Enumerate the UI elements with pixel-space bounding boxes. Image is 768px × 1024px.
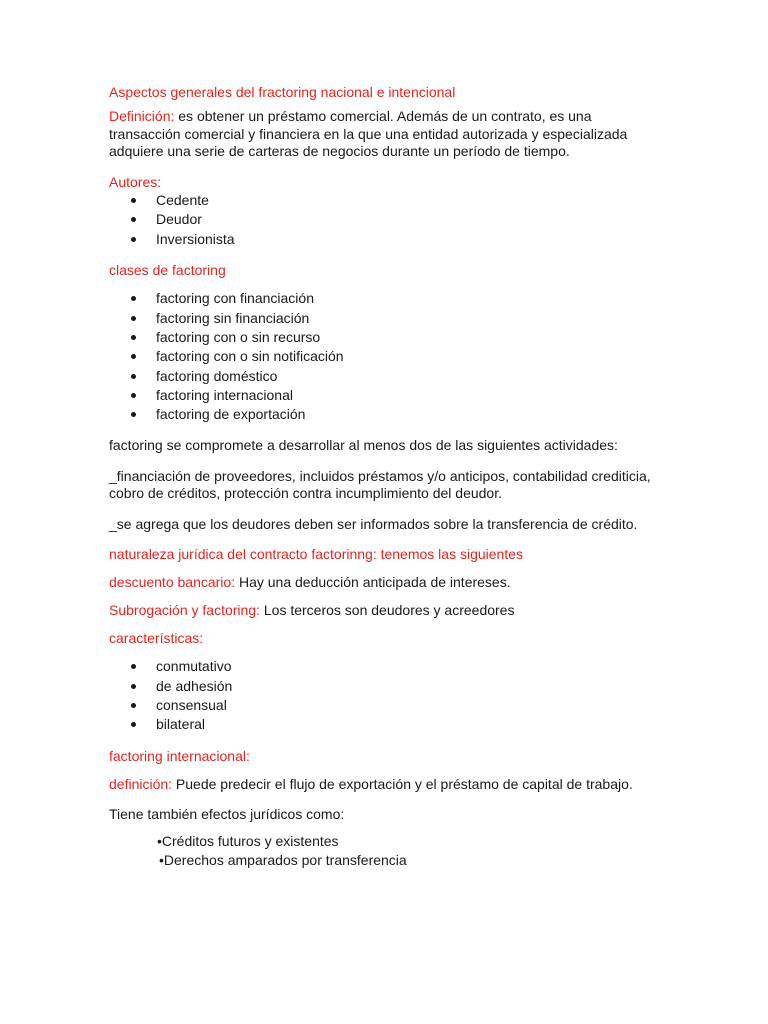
activities-line-1: _financiación de proveedores, incluidos préstamos y/o anticipos, contabilidad crediticia, cobro de créditos, protección contra incumplimiento del deudor. bbox=[109, 467, 651, 502]
authors-list bbox=[109, 191, 654, 249]
list-item: de adhesión bbox=[109, 677, 654, 696]
classes-list bbox=[109, 289, 654, 424]
classes-label: clases de factoring bbox=[109, 261, 226, 278]
list-item: factoring sin financiación bbox=[109, 309, 654, 328]
legal-effects-list bbox=[109, 832, 654, 870]
classes-section bbox=[109, 262, 654, 424]
legal-effects-intro: Tiene también efectos jurídicos como: bbox=[109, 806, 345, 823]
characteristics-section bbox=[109, 630, 654, 735]
definition-label: Definición: bbox=[109, 108, 175, 125]
definition-paragraph bbox=[109, 108, 654, 160]
international-definition-label: definición: bbox=[109, 775, 173, 792]
list-item: •Derechos amparados por transferencia bbox=[159, 852, 407, 869]
international-definition-text: Puede predecir el flujo de exportación y el préstamo de capital de trabajo. bbox=[172, 775, 633, 792]
list-item: Inversionista bbox=[109, 230, 654, 249]
document-page bbox=[109, 84, 654, 870]
authors-section bbox=[109, 174, 654, 249]
list-item: factoring con o sin recurso bbox=[109, 328, 654, 347]
list-item: •Créditos futuros y existentes bbox=[157, 833, 339, 850]
list-item: factoring internacional bbox=[109, 386, 654, 405]
subrogation-text: Los terceros son deudores y acreedores bbox=[259, 602, 515, 619]
activities-line-2: _se agrega que los deudores deben ser informados sobre la transferencia de crédito. bbox=[109, 515, 638, 532]
list-item: Cedente bbox=[109, 191, 654, 210]
activities-intro: factoring se compromete a desarrollar al menos dos de las siguientes actividades: bbox=[109, 437, 618, 454]
characteristics-label: características: bbox=[109, 630, 204, 647]
document-title: Aspectos generales del fractoring nacional e intencional bbox=[109, 84, 456, 100]
list-item: factoring doméstico bbox=[109, 367, 654, 386]
characteristics-list bbox=[109, 657, 654, 734]
list-item: factoring de exportación bbox=[109, 405, 654, 424]
list-item: conmutativo bbox=[109, 657, 654, 676]
international-heading: factoring internacional: bbox=[109, 747, 250, 764]
international-definition-paragraph bbox=[109, 776, 654, 793]
legal-nature-heading: naturaleza jurídica del contracto factorinng: tenemos las siguientes bbox=[109, 546, 524, 563]
bank-discount-paragraph bbox=[109, 574, 654, 602]
list-item: consensual bbox=[109, 696, 654, 715]
list-item: bilateral bbox=[109, 715, 654, 734]
subrogation-paragraph bbox=[109, 602, 654, 630]
authors-label: Autores: bbox=[109, 173, 162, 190]
bank-discount-text: Hay una deducción anticipada de intereses. bbox=[235, 574, 511, 591]
bank-discount-label: descuento bancario: bbox=[109, 574, 236, 591]
definition-text: es obtener un préstamo comercial. Además de un contrato, es una transacción comercial y financiera en la que una entidad autorizada y especializada adquiere una serie de carteras de negocios durante un período de tiempo. bbox=[109, 108, 628, 160]
list-item: factoring con financiación bbox=[109, 289, 654, 308]
subrogation-label: Subrogación y factoring: bbox=[109, 602, 260, 619]
list-item: factoring con o sin notificación bbox=[109, 347, 654, 366]
list-item: Deudor bbox=[109, 210, 654, 229]
